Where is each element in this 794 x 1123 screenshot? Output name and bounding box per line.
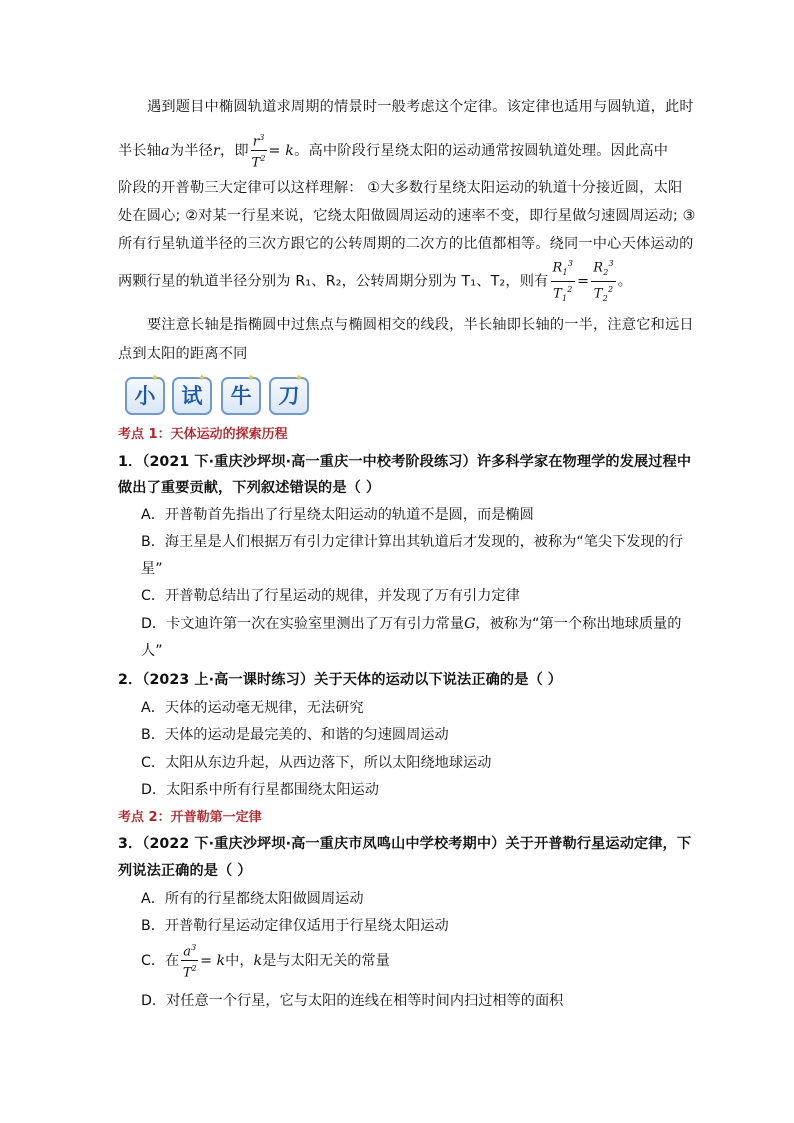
- q1-option-a: A．开普勒首先指出了行星绕太阳运动的轨道不是圆，而是椭圆: [141, 507, 534, 523]
- intro-line-4: 处在圆心; ②对某一行星来说，它绕太阳做圆周运动的速率不变，即行星做匀速圆周运动; ③: [118, 208, 696, 224]
- banner-tile-4: ✦ 刀: [269, 377, 309, 415]
- banner-tile-3: ✦ 牛: [221, 377, 261, 415]
- formula-r3-over-t2: $\frac{r^3}{T^2}$: [251, 130, 267, 172]
- formula-a3-over-t2: $\frac{a^3}{T^2}$: [181, 940, 198, 982]
- q3-option-d: D．对任意一个行星，它与太阳的连线在相等时间内扫过相等的面积: [141, 993, 564, 1009]
- q3-option-c: C．在 $\frac{a^3}{T^2}$ = k中，k是与太阳无关的常量: [141, 940, 390, 982]
- intro-line-5: 所有行星轨道半径的三次方跟它的公转周期的二次方的比值都相等。绕同一中心天体运动的: [118, 236, 694, 252]
- intro-line-3: 阶段的开普勒三大定律可以这样理解： ①大多数行星绕太阳运动的轨道十分接近圆，太阳: [118, 180, 683, 196]
- formula-r1-t1: $\frac{R_1^3}{T_1^2}$: [551, 256, 576, 307]
- q1-option-d-line-2: 人”: [141, 643, 163, 659]
- q1-option-d-line-1: D．卡文迪许第一次在实验室里测出了万有引力常量G，被称为“第一个称出地球质量的: [141, 616, 682, 632]
- q2-option-a: A．天体的运动毫无规律，无法研究: [141, 700, 364, 716]
- q1-option-b-line-1: B．海王星是人们根据万有引力定律计算出其轨道后才发现的，被称为“笔尖下发现的行: [141, 534, 684, 550]
- q1-option-c: C．开普勒总结出了行星运动的规律，并发现了万有引力定律: [141, 588, 520, 604]
- note-line-2: 点到太阳的距离不同: [118, 346, 248, 362]
- intro-line-6: 两颗行星的轨道半径分别为 R₁、R₂，公转周期分别为 T₁、T₂，则有 $\frac{R_1^3}{T_1^2}$ = $\frac{R_2^3}{T_2^2}$ 。: [118, 256, 632, 307]
- q2-option-c: C．太阳从东边升起，从西边落下，所以太阳绕地球运动: [141, 755, 492, 771]
- q2-option-d: D．太阳系中所有行星都围绕太阳运动: [141, 782, 379, 798]
- sparkle-icon: ✦: [246, 373, 255, 384]
- sparkle-icon: ✦: [294, 373, 303, 384]
- q1-option-b-line-2: 星”: [141, 561, 163, 577]
- q1-stem-line-1: 1．（2021 下·重庆沙坪坝·高一重庆一中校考阶段练习）许多科学家在物理学的发展过程中: [118, 454, 692, 470]
- banner-tile-2: ✦ 试: [172, 377, 212, 415]
- sparkle-icon: ✦: [197, 373, 206, 384]
- sparkle-icon: ✦: [150, 373, 159, 384]
- section-heading-2: 考点 2：开普勒第一定律: [118, 810, 262, 825]
- intro-line-2: 半长轴a为半径r，即 $\frac{r^3}{T^2}$ = k。高中阶段行星绕太阳的运动通常按圆轨道处理。因此高中: [118, 130, 668, 172]
- section-heading-1: 考点 1：天体运动的探索历程: [118, 427, 288, 442]
- q3-stem-line-1: 3．（2022 下·重庆沙坪坝·高一重庆市凤鸣山中学校考期中）关于开普勒行星运动定律，下: [118, 836, 692, 852]
- banner-tile-1: ✦ 小: [125, 377, 165, 415]
- intro-line-1: 遇到题目中椭圆轨道求周期的情景时一般考虑这个定律。该定律也适用与圆轨道，此时: [147, 99, 694, 115]
- q2-option-b: B．天体的运动是最完美的、和谐的匀速圆周运动: [141, 727, 449, 743]
- q3-stem-line-2: 列说法正确的是（ ）: [118, 863, 252, 879]
- q2-stem: 2．（2023 上·高一课时练习）关于天体的运动以下说法正确的是（ ）: [118, 672, 563, 688]
- note-line-1: 要注意长轴是指椭圆中过焦点与椭圆相交的线段，半长轴即长轴的一半，注意它和远日: [147, 317, 694, 333]
- q3-option-b: B．开普勒行星运动定律仅适用于行星绕太阳运动: [141, 918, 449, 934]
- q1-stem-line-2: 做出了重要贡献，下列叙述错误的是（ ）: [118, 480, 381, 496]
- q3-option-a: A．所有的行星都绕太阳做圆周运动: [141, 891, 364, 907]
- formula-r2-t2: $\frac{R_2^3}{T_2^2}$: [591, 256, 616, 307]
